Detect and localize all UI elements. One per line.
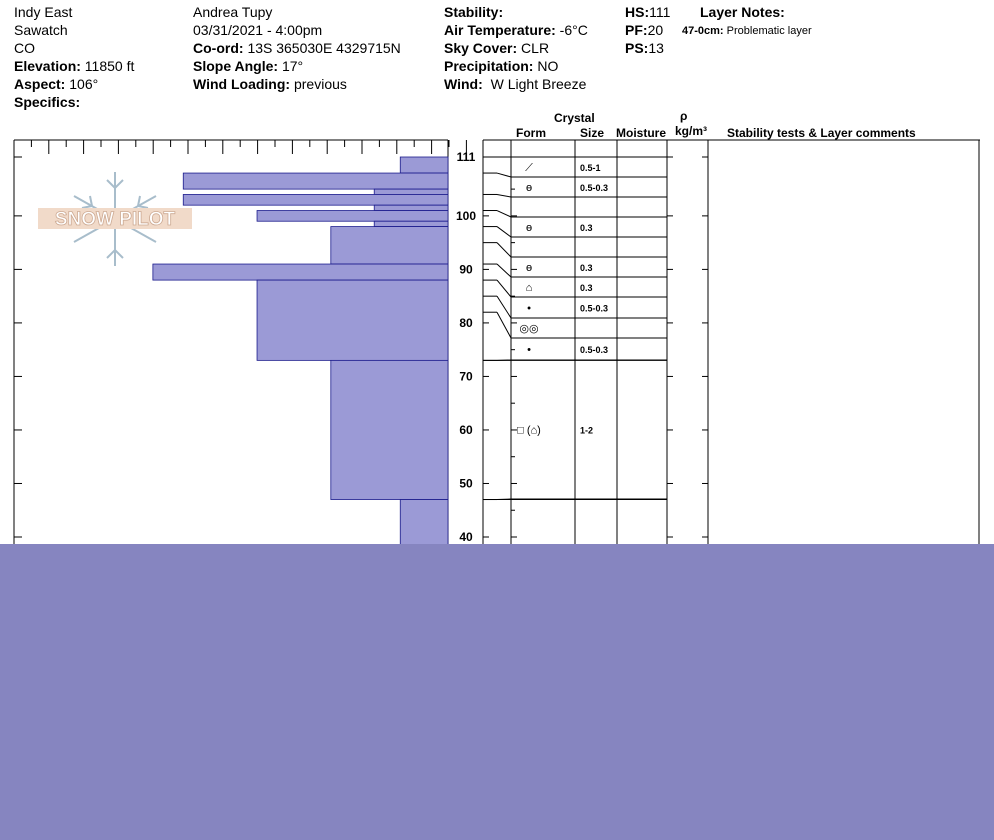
height-tick-label: 111	[456, 150, 476, 164]
grain-form-symbol: ɵ	[525, 182, 533, 194]
height-tick-label: 100	[455, 208, 477, 223]
aspect-value: 106°	[69, 76, 99, 92]
grain-form-symbol: ⟋	[525, 162, 533, 174]
hs-label: HS:	[625, 4, 650, 20]
layer-connector	[497, 296, 511, 318]
grain-size-label: 1-2	[580, 425, 594, 436]
aspect-label: Aspect:	[14, 76, 66, 92]
grain-size-label: 0.5-0.3	[580, 303, 609, 314]
size-header: Size	[580, 126, 605, 140]
layer-connector	[497, 211, 511, 217]
layer-notes-label: Layer Notes:	[700, 4, 785, 20]
grain-size-label: 0.3	[580, 223, 593, 233]
hardness-bar	[257, 211, 448, 222]
grain-size-label: 0.5-1	[580, 163, 601, 173]
moisture-header: Moisture	[616, 126, 667, 140]
snowpilot-logo	[38, 172, 192, 266]
height-tick-label: 90	[459, 262, 473, 277]
layer-connector	[497, 227, 511, 237]
stability-label: Stability:	[444, 4, 504, 20]
hs-value: 111	[649, 4, 671, 20]
grain-form-symbol: □ (⌂)	[517, 424, 541, 437]
wind-loading-value: previous	[293, 76, 347, 92]
observer: Andrea Tupy	[193, 4, 273, 20]
hardness-bar	[183, 194, 448, 205]
grain-size-label: 0.5-0.3	[580, 183, 609, 193]
grain-form-symbol: •	[527, 302, 531, 315]
sky-value: CLR	[521, 40, 550, 56]
precip-label: Precipitation:	[444, 58, 534, 74]
wind-loading-label: Wind Loading:	[193, 76, 291, 92]
ps-value: 13	[648, 40, 664, 56]
grain-form-symbol: ɵ	[525, 262, 533, 274]
grain-size-label: 0.3	[580, 283, 593, 293]
hardness-bar	[400, 157, 448, 173]
layer-note-range: 47-0cm:	[682, 25, 724, 37]
hardness-bar	[374, 189, 448, 194]
specifics-label: Specifics:	[14, 94, 81, 110]
sky-label: Sky Cover:	[444, 40, 518, 56]
range: Sawatch	[14, 22, 68, 38]
coord-value: 13S 365030E 4329715N	[247, 40, 401, 56]
height-tick-label: 70	[459, 369, 473, 384]
wind-value: W Light Breeze	[490, 76, 587, 92]
bottom-fill-area	[0, 544, 994, 840]
hardness-ticks	[14, 140, 466, 154]
hardness-bars	[153, 157, 448, 574]
grain-form-symbol: ◎◎	[519, 323, 539, 335]
hardness-bar	[331, 227, 448, 264]
layer-connector	[497, 312, 511, 338]
height-tick-label: 60	[459, 422, 473, 437]
slope-value: 17°	[281, 58, 304, 74]
grain-form-symbol: •	[527, 344, 531, 356]
pf-label: PF:	[625, 22, 648, 38]
crystal-header: Crystal	[554, 111, 595, 125]
hardness-bar	[153, 264, 448, 280]
coord-label: Co-ord:	[193, 40, 244, 56]
density-unit-header: kg/m³	[675, 124, 708, 138]
grain-form-symbol: ɵ	[525, 222, 533, 234]
grain-form-symbol: ⌂	[525, 282, 533, 294]
stability-tests-header: Stability tests & Layer comments	[727, 126, 916, 140]
hardness-bar	[374, 205, 448, 210]
air-temp-label: Air Temperature:	[444, 22, 556, 38]
slope-label: Slope Angle:	[193, 58, 279, 74]
precip-value: NO	[537, 58, 559, 74]
layer-connector	[497, 243, 511, 257]
hardness-bar	[183, 173, 448, 189]
elevation-value: 11850 ft	[84, 58, 135, 74]
elevation-label: Elevation:	[14, 58, 81, 74]
layer-connector	[497, 280, 511, 297]
height-tick-label: 40	[459, 530, 473, 544]
layer-connector	[497, 264, 511, 277]
hardness-bar	[257, 280, 448, 360]
ps-label: PS:	[625, 40, 649, 56]
height-tick-label: 50	[459, 476, 473, 491]
wind-label: Wind:	[444, 76, 483, 92]
layer-connector	[497, 194, 511, 197]
grain-size-label: 0.3	[580, 263, 593, 273]
rho-header: ρ	[680, 109, 688, 123]
pf-value: 20	[647, 22, 664, 38]
height-axis-labels	[456, 150, 476, 544]
location: Indy East	[14, 4, 73, 20]
layer-connector	[497, 173, 511, 177]
form-header: Form	[516, 126, 546, 140]
hardness-bar	[331, 360, 448, 499]
height-tick-label: 80	[459, 315, 473, 330]
grain-size-label: 0.5-0.3	[580, 345, 609, 355]
logo-text: SNOW PILOT	[54, 209, 176, 230]
layer-note-text: Problematic layer	[726, 25, 812, 37]
state: CO	[14, 40, 35, 56]
hardness-bar	[374, 221, 448, 226]
air-temp-value: -6°C	[559, 22, 588, 38]
datetime: 03/31/2021 - 4:00pm	[193, 22, 323, 38]
